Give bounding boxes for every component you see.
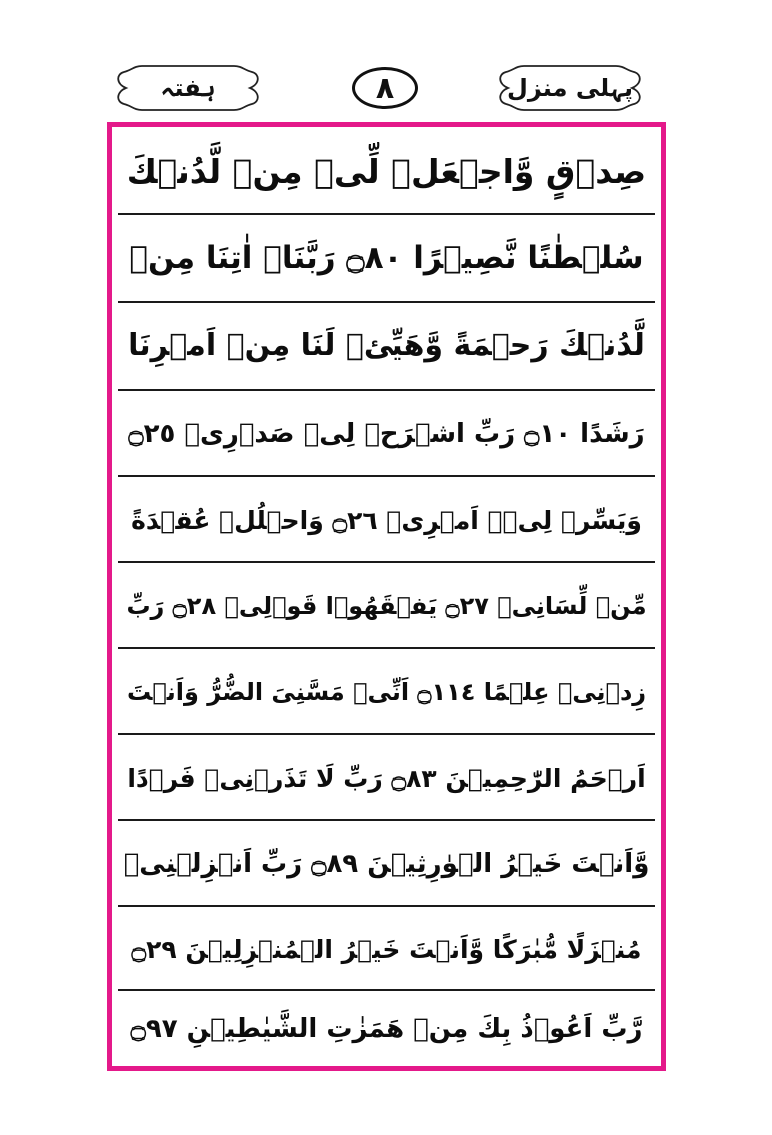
line-divider [118, 733, 655, 735]
verse-line-1: صِدۡقٍ وَّاجۡعَلۡ لِّیۡ مِنۡ لَّدُنۡكَ [126, 151, 647, 191]
verse-line-2: سُلۡطٰنًا نَّصِيۡرًا ۝٨٠ رَبَّنَاۤ اٰتِنَا مِنۡ [129, 239, 644, 276]
verse-line-9: وَّاَنۡتَ خَيۡرُ الۡوٰرِثِيۡنَ ۝٨٩ رَبِّ اَنۡزِلۡنِیۡ [123, 849, 650, 879]
verse-line-8: اَرۡحَمُ الرّٰحِمِيۡنَ ۝٨٣ رَبِّ لَا تَذَرۡنِیۡ فَرۡدًا [127, 763, 646, 793]
text-line [118, 479, 655, 561]
text-line [118, 993, 655, 1065]
text-line [118, 909, 655, 989]
verse-line-11: رَّبِّ اَعُوۡذُ بِكَ مِنۡ هَمَزٰتِ الشَّيٰطِيۡنِ ۝٩٧ [130, 1014, 643, 1044]
verse-frame [107, 122, 666, 1071]
text-line [118, 651, 655, 733]
page-number: ۸ [352, 67, 418, 109]
header-label-right [494, 62, 646, 114]
verse-line-4: رَشَدًا ۝١٠ رَبِّ اشۡرَحۡ لِیۡ صَدۡرِیۡ ۝٢٥ [128, 419, 645, 449]
line-divider [118, 989, 655, 991]
verse-line-7: زِدۡنِیۡ عِلۡمًا ۝١١٤ اَنِّیۡ مَسَّنِیَ الضُّرُّ وَاَنۡتَ [126, 678, 647, 706]
verse-line-5: وَيَسِّرۡ لِیۡۤ اَمۡرِیۡ ۝٢٦ وَاحۡلُلۡ عُقۡدَةً [131, 505, 642, 535]
line-divider [118, 819, 655, 821]
text-line [118, 737, 655, 819]
verse-line-6: مِّنۡ لِّسَانِیۡ ۝٢٧ يَفۡقَهُوۡا قَوۡلِیۡ ۝٢٨ رَبِّ [126, 592, 647, 620]
text-line [118, 131, 655, 211]
header-label-left [112, 62, 264, 114]
weekday-label: ہفتہ [160, 74, 216, 102]
line-divider [118, 213, 655, 215]
text-line [118, 393, 655, 475]
text-line [118, 823, 655, 905]
line-divider [118, 561, 655, 563]
manzil-label: پہلی منزل [507, 74, 633, 102]
verse-line-3: لَّدُنۡكَ رَحۡمَةً وَّهَيِّئۡ لَنَا مِنۡ اَمۡرِنَا [128, 328, 645, 363]
line-divider [118, 389, 655, 391]
text-line [118, 217, 655, 299]
text-line [118, 305, 655, 387]
line-divider [118, 301, 655, 303]
line-divider [118, 905, 655, 907]
verse-line-10: مُنۡزَلًا مُّبٰرَكًا وَّاَنۡتَ خَيۡرُ الۡمُنۡزِلِيۡنَ ۝٢٩ [131, 934, 642, 964]
line-divider [118, 647, 655, 649]
line-divider [118, 475, 655, 477]
text-line [118, 565, 655, 647]
